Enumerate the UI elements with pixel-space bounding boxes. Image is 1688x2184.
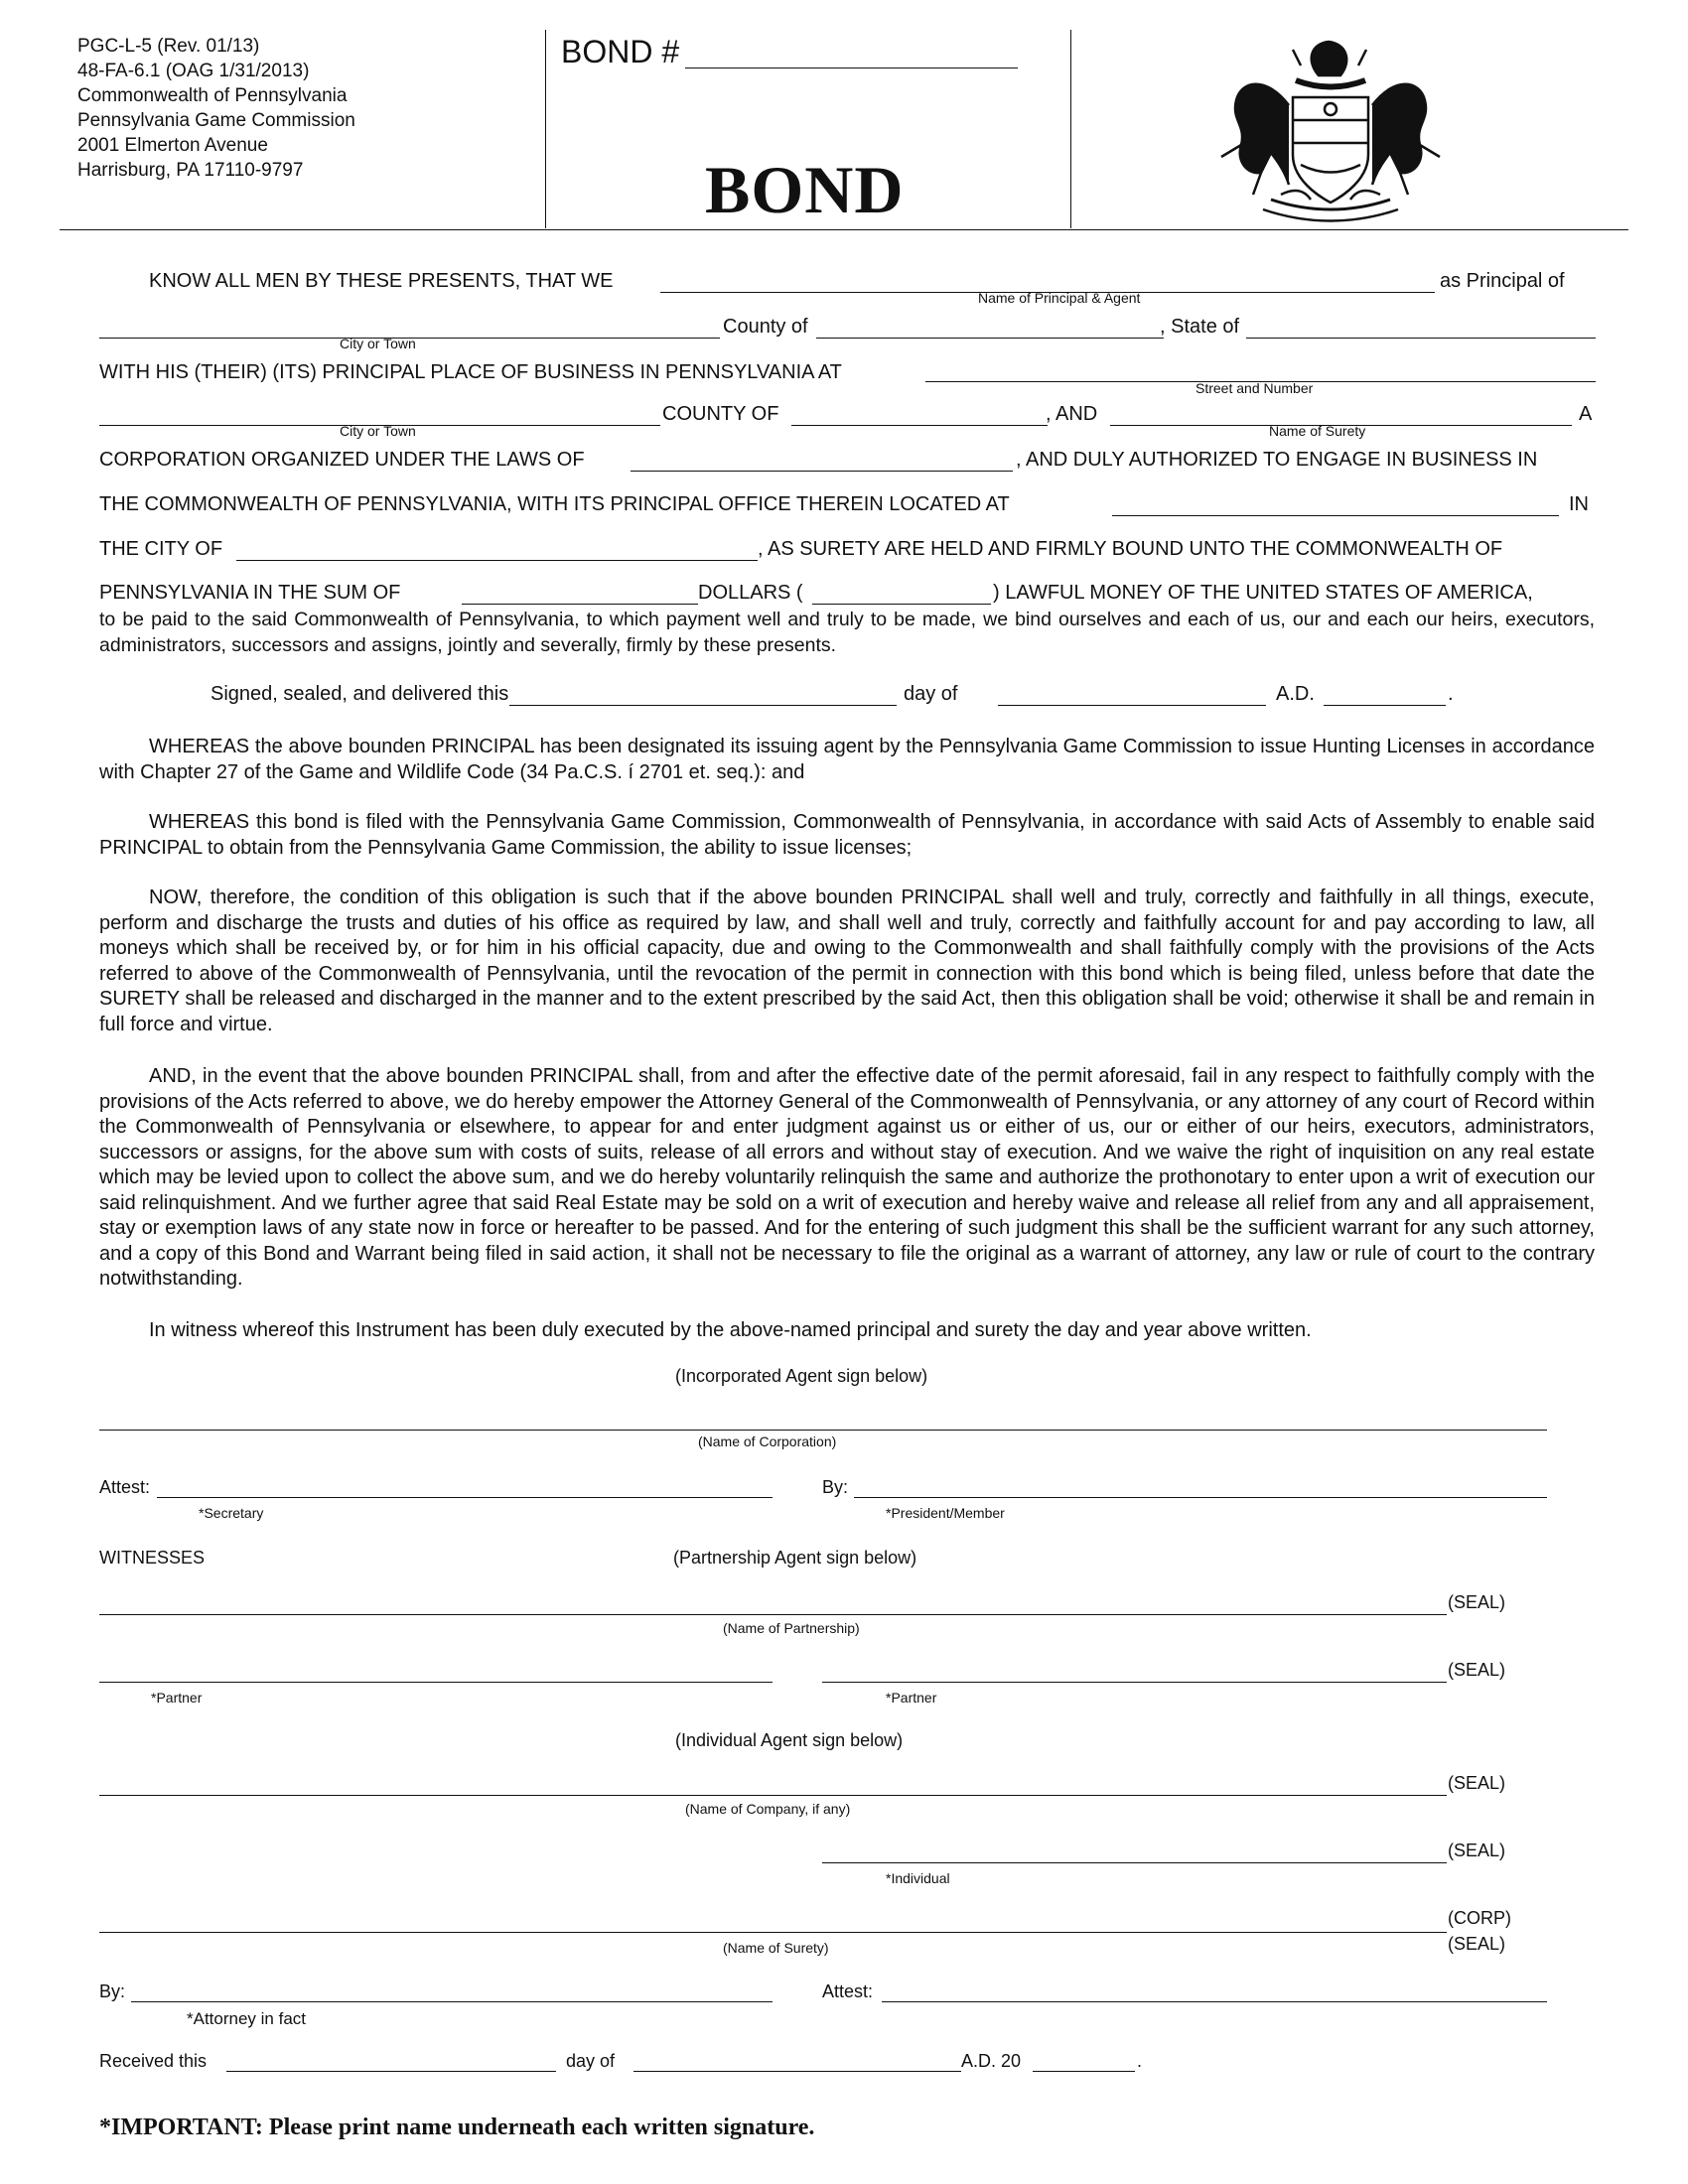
as-principal-text: as Principal of bbox=[1440, 270, 1565, 292]
surety-city-field[interactable] bbox=[236, 560, 758, 561]
corporation-organized-text: CORPORATION ORGANIZED UNDER THE LAWS OF bbox=[99, 449, 585, 471]
county-of-text: County of bbox=[723, 316, 808, 338]
received-this-text: Received this bbox=[99, 2051, 208, 2071]
principal-county-field[interactable] bbox=[816, 338, 1164, 339]
witnesses-label: WITNESSES bbox=[99, 1548, 206, 1568]
caption-street: Street and Number bbox=[1196, 380, 1314, 396]
witness-text: In witness whereof this Instrument has been duly executed by the above-named principal and surety the day and year above written. bbox=[149, 1319, 1312, 1341]
secretary-signature-field[interactable] bbox=[157, 1497, 773, 1498]
lawful-money-text: ) LAWFUL MONEY OF THE UNITED STATES OF AMERICA, bbox=[993, 582, 1533, 604]
signed-period: . bbox=[1448, 683, 1454, 705]
and-text: , AND bbox=[1046, 403, 1098, 425]
caption-individual: *Individual bbox=[886, 1870, 950, 1886]
pa-sum-text: PENNSYLVANIA IN THE SUM OF bbox=[99, 582, 401, 604]
state-of-text: , State of bbox=[1160, 316, 1240, 338]
caption-principal-agent: Name of Principal & Agent bbox=[978, 290, 1141, 306]
company-name-field[interactable] bbox=[99, 1795, 1447, 1796]
received-period: . bbox=[1137, 2051, 1143, 2071]
principal-place-text: WITH HIS (THEIR) (ITS) PRINCIPAL PLACE OF BUSINESS IN PENNSYLVANIA AT bbox=[99, 361, 842, 383]
sum-words-field[interactable] bbox=[462, 604, 698, 605]
signed-day-field[interactable] bbox=[509, 705, 897, 706]
partner-signature-field-1[interactable] bbox=[99, 1682, 773, 1683]
principal-county-field-2[interactable] bbox=[791, 425, 1048, 426]
surety-attest-field[interactable] bbox=[882, 2001, 1547, 2002]
in-text: IN bbox=[1569, 493, 1589, 515]
and-paragraph bbox=[99, 1064, 1595, 1293]
individual-signature-field[interactable] bbox=[822, 1862, 1447, 1863]
bond-number-label: BOND # bbox=[561, 34, 680, 69]
org-agency: Pennsylvania Game Commission bbox=[77, 110, 355, 131]
individual-heading: (Individual Agent sign below) bbox=[675, 1730, 904, 1750]
signed-ad-text: A.D. bbox=[1276, 683, 1315, 705]
surety-office-field[interactable] bbox=[1112, 515, 1559, 516]
seal-label-4: (SEAL) bbox=[1448, 1841, 1506, 1860]
caption-partnership: (Name of Partnership) bbox=[723, 1620, 860, 1636]
partnership-name-field[interactable] bbox=[99, 1614, 1447, 1615]
received-day-of-text: day of bbox=[566, 2051, 616, 2071]
important-notice: *IMPORTANT: Please print name underneath each written signature. bbox=[99, 2115, 815, 2140]
sum-numeric-field[interactable] bbox=[812, 604, 991, 605]
county-of-caps-text: COUNTY OF bbox=[662, 403, 779, 425]
address-city: Harrisburg, PA 17110-9797 bbox=[77, 160, 304, 181]
org-state: Commonwealth of Pennsylvania bbox=[77, 85, 348, 106]
paid-text bbox=[99, 608, 1595, 658]
duly-authorized-text: , AND DULY AUTHORIZED TO ENGAGE IN BUSINESS IN bbox=[1016, 449, 1538, 471]
know-all-text: KNOW ALL MEN BY THESE PRESENTS, THAT WE bbox=[149, 270, 614, 292]
president-signature-field[interactable] bbox=[854, 1497, 1547, 1498]
form-code: 48-FA-6.1 (OAG 1/31/2013) bbox=[77, 61, 310, 81]
attest-label-2: Attest: bbox=[822, 1981, 874, 2001]
signed-sealed-text: Signed, sealed, and delivered this bbox=[211, 683, 509, 705]
form-number: PGC-L-5 (Rev. 01/13) bbox=[77, 36, 260, 57]
corp-label: (CORP) bbox=[1448, 1908, 1511, 1928]
corporation-name-field[interactable] bbox=[99, 1430, 1547, 1431]
caption-city-town-2: City or Town bbox=[340, 423, 416, 439]
received-month-field[interactable] bbox=[633, 2071, 961, 2072]
seal-label-1: (SEAL) bbox=[1448, 1592, 1506, 1612]
caption-partner-2: *Partner bbox=[886, 1690, 937, 1706]
caption-partner-1: *Partner bbox=[151, 1690, 203, 1706]
caption-corporation: (Name of Corporation) bbox=[698, 1433, 837, 1449]
whereas-paragraph-2 bbox=[99, 810, 1595, 861]
commonwealth-office-text: THE COMMONWEALTH OF PENNSYLVANIA, WITH ITS PRINCIPAL OFFICE THEREIN LOCATED AT bbox=[99, 493, 1010, 515]
bond-title: BOND bbox=[705, 152, 905, 227]
surety-state-field[interactable] bbox=[631, 471, 1013, 472]
by-label-2: By: bbox=[99, 1981, 126, 2001]
attest-label: Attest: bbox=[99, 1477, 151, 1497]
a-text: A bbox=[1579, 403, 1593, 425]
caption-surety: Name of Surety bbox=[1269, 423, 1366, 439]
seal-label-3: (SEAL) bbox=[1448, 1773, 1506, 1793]
now-paragraph bbox=[99, 886, 1595, 1037]
partner-signature-field-2[interactable] bbox=[822, 1682, 1447, 1683]
caption-company: (Name of Company, if any) bbox=[685, 1801, 851, 1817]
pennsylvania-seal-icon bbox=[1201, 36, 1465, 234]
caption-city-town: City or Town bbox=[340, 336, 416, 351]
header-rule bbox=[60, 229, 1628, 230]
the-city-of-text: THE CITY OF bbox=[99, 538, 223, 560]
partnership-heading: (Partnership Agent sign below) bbox=[673, 1548, 917, 1568]
surety-name-signature-field[interactable] bbox=[99, 1932, 1447, 1933]
header-divider-left bbox=[545, 30, 546, 228]
as-surety-text: , AS SURETY ARE HELD AND FIRMLY BOUND UNTO THE COMMONWEALTH OF bbox=[758, 538, 1503, 560]
principal-state-field[interactable] bbox=[1246, 338, 1596, 339]
and-text: AND, in the event that the above bounden PRINCIPAL shall, from and after the effective date of the permit aforesaid, fail in any respect to faithfully comply with the provisions of the Acts referred to above, we do hereby empower the Attorney General of the Commonwealth of Pennsylvania, or any attorney of any court of Record within the Commonwealth of Pennsylvania or elsewhere, to appear for and enter judgment against us or either of us, our or either of our heirs, executors, administrators, successors or assigns, for the above sum with costs of suits, release of all errors and without stay of execution. And we waive the right of inquisition on any real estate which may be levied upon to collect the above sum, and we do hereby voluntarily relinquish the same and authorize the prothonotary to enter upon a writ of execution our said relinquishment. And we further agree that said Real Estate may be sold on a writ of execution and hereby waive and release all relief from any and all appraisement, stay or exemption laws of any state now in force or hereafter to be passed. And for the entering of such judgment this shall be the sufficient warrant for any such attorney, and a copy of this Bond and Warrant being filed in said action, it shall not be necessary to file the original as a warrant of attorney, any law or rule of court to the contrary notwithstanding. bbox=[99, 1065, 1595, 1290]
whereas-2-text: WHEREAS this bond is filed with the Pennsylvania Game Commission, Commonwealth of Pennsylvania, in accordance with said Acts of Assembly to enable said PRINCIPAL to obtain from the Pennsylvania Game Commission, the ability to issue licenses; bbox=[99, 811, 1595, 859]
paid-text-body: to be paid to the said Commonwealth of Pennsylvania, to which payment well and truly to be made, we bind ourselves and each of us, our and each our heirs, executors, administrators, successors and assigns, jointly and severally, firmly by these presents. bbox=[99, 609, 1595, 656]
by-label: By: bbox=[822, 1477, 849, 1497]
now-text: NOW, therefore, the condition of this obligation is such that if the above bounden PRINCIPAL shall well and truly, correctly and faithfully in all things, execute, perform and discharge the trusts and duties of his office as required by law, and shall well and truly, correctly and faithfully account for and pay according to law, all moneys which shall be received by, or for him in his official capacity, due and owing to the Commonwealth and shall faithfully comply with the provisions of the Acts referred to above of the Commonwealth of Pennsylvania, until the revocation of the permit in connection with this bond which is being filed, unless before that date the SURETY shall be released and discharged in the manner and to the extent prescribed by the said Act, then this obligation shall be void; otherwise it shall be and remain in full force and virtue. bbox=[99, 887, 1595, 1035]
caption-secretary: *Secretary bbox=[199, 1505, 264, 1521]
signed-day-of-text: day of bbox=[904, 683, 958, 705]
incorporated-heading: (Incorporated Agent sign below) bbox=[675, 1366, 928, 1386]
seal-label-5: (SEAL) bbox=[1448, 1934, 1506, 1954]
witness-paragraph bbox=[99, 1318, 1595, 1344]
attorney-signature-field[interactable] bbox=[131, 2001, 773, 2002]
caption-president: *President/Member bbox=[886, 1505, 1005, 1521]
signed-year-field[interactable] bbox=[1324, 705, 1446, 706]
caption-attorney: *Attorney in fact bbox=[187, 2009, 307, 2028]
received-day-field[interactable] bbox=[226, 2071, 556, 2072]
header-divider-right bbox=[1070, 30, 1071, 228]
received-year-field[interactable] bbox=[1033, 2071, 1135, 2072]
caption-surety: (Name of Surety) bbox=[723, 1940, 829, 1956]
whereas-paragraph-1 bbox=[99, 735, 1595, 785]
address-street: 2001 Elmerton Avenue bbox=[77, 135, 268, 156]
seal-label-2: (SEAL) bbox=[1448, 1660, 1506, 1680]
signed-month-field[interactable] bbox=[998, 705, 1266, 706]
received-ad-text: A.D. 20 bbox=[961, 2051, 1022, 2071]
dollars-text: DOLLARS ( bbox=[698, 582, 803, 604]
whereas-1-text: WHEREAS the above bounden PRINCIPAL has been designated its issuing agent by the Pennsylvania Game Commission to issue Hunting Licenses in accordance with Chapter 27 of the Game and Wildlife Code (34 Pa.C.S. í 2701 et. seq.): and bbox=[99, 736, 1595, 783]
